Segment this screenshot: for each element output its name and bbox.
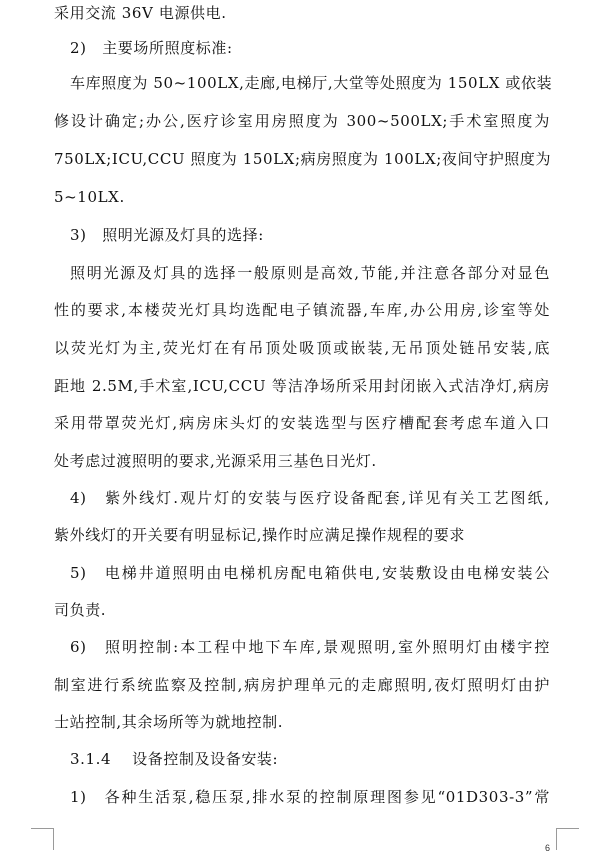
section-heading: 2) 主要场所照度标准: xyxy=(70,39,233,57)
text-line: 照明光源及灯具的选择一般原则是高效,节能,并注意各部分对显色 xyxy=(70,264,550,282)
crop-mark-right-vertical xyxy=(556,828,557,850)
crop-mark-left-vertical xyxy=(53,828,54,850)
text-line: 5~10LX. xyxy=(54,188,125,206)
crop-mark-left-horizontal xyxy=(31,828,53,829)
section-heading: 3.1.4 设备控制及设备安装: xyxy=(70,750,279,768)
text-line: 司负责. xyxy=(54,601,107,619)
text-line: 士站控制,其余场所等为就地控制. xyxy=(54,713,284,731)
text-line: 修设计确定;办公,医疗诊室用房照度为 300~500LX;手术室照度为 xyxy=(54,112,550,130)
text-line: 采用交流 36V 电源供电. xyxy=(54,4,227,22)
section-heading: 5) 电梯井道照明由电梯机房配电箱供电,安装敷设由电梯安装公 xyxy=(70,564,550,582)
text-line: 距地 2.5M,手术室,ICU,CCU 等洁净场所采用封闭嵌入式洁净灯,病房 xyxy=(54,377,550,395)
text-line: 性的要求,本楼荧光灯具均选配电子镇流器,车库,办公用房,诊室等处 xyxy=(54,301,550,319)
text-line: 以荧光灯为主,荧光灯在有吊顶处吸顶或嵌装,无吊顶处链吊安装,底 xyxy=(54,339,550,357)
page-number: 6 xyxy=(545,843,551,853)
text-line: 处考虑过渡照明的要求,光源采用三基色日光灯. xyxy=(54,452,377,470)
text-line: 紫外线灯的开关要有明显标记,操作时应满足操作规程的要求 xyxy=(54,526,465,544)
crop-mark-right-horizontal xyxy=(557,828,579,829)
section-heading: 4) 紫外线灯.观片灯的安装与医疗设备配套,详见有关工艺图纸, xyxy=(70,489,550,507)
text-line: 采用带罩荧光灯,病房床头灯的安装选型与医疗槽配套考虑车道入口 xyxy=(54,414,550,432)
section-heading: 6) 照明控制:本工程中地下车库,景观照明,室外照明灯由楼宇控 xyxy=(70,638,550,656)
section-heading: 3) 照明光源及灯具的选择: xyxy=(70,226,264,244)
text-line: 制室进行系统监察及控制,病房护理单元的走廊照明,夜灯照明灯由护 xyxy=(54,676,550,694)
text-line: 车库照度为 50~100LX,走廊,电梯厅,大堂等处照度为 150LX 或依装 xyxy=(70,74,553,92)
section-heading: 1) 各种生活泵,稳压泵,排水泵的控制原理图参见“01D303-3”常 xyxy=(70,788,550,806)
text-line: 750LX;ICU,CCU 照度为 150LX;病房照度为 100LX;夜间守护照度为 xyxy=(54,150,552,168)
